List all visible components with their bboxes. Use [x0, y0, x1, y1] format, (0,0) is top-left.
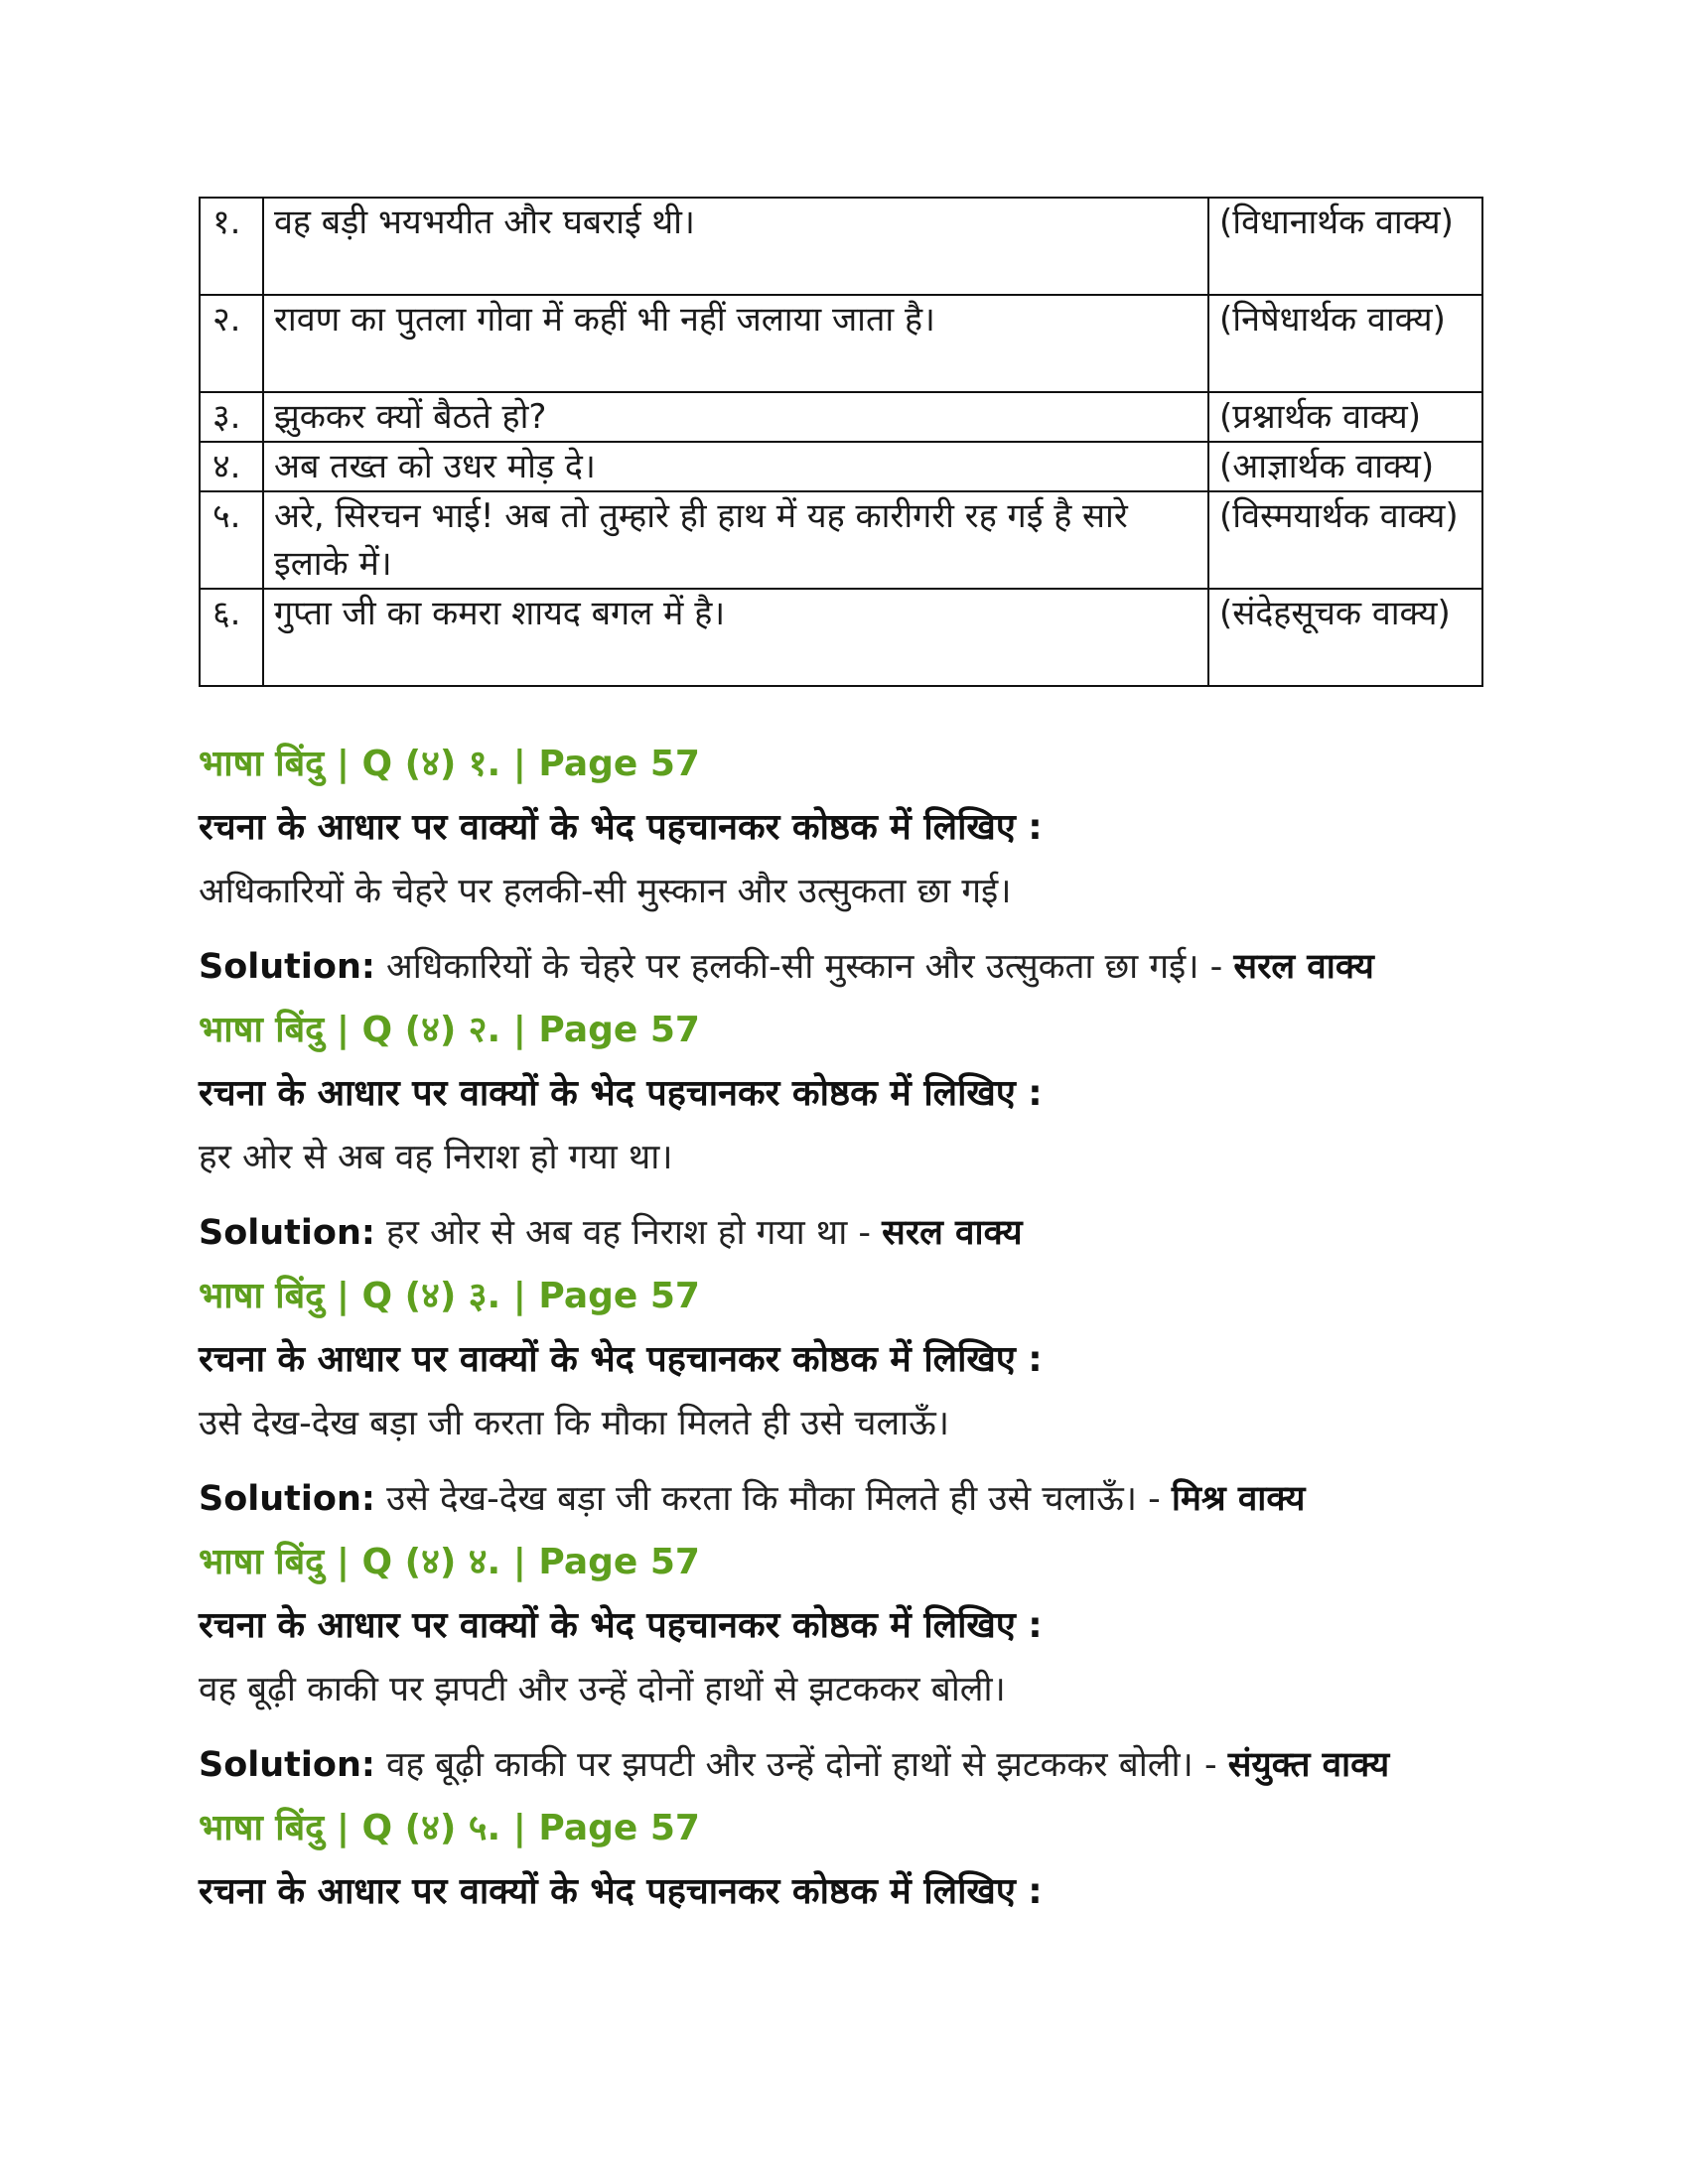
solution-answer: संयुक्त वाक्य — [1227, 1745, 1390, 1785]
solution-text: हर ओर से अब वह निराश हो गया था - — [386, 1213, 872, 1253]
question-block — [199, 1804, 1489, 1917]
row-sentence: अरे, सिरचन भाई! अब तो तुम्हारे ही हाथ में यह कारीगरी रह गई है सारे इलाके में। — [263, 491, 1208, 589]
row-sentence-type: (प्रश्नार्थक वाक्य) — [1208, 392, 1482, 442]
question-prompt: रचना के आधार पर वाक्यों के भेद पहचानकर कोष्ठक में लिखिए : — [199, 1073, 1043, 1114]
row-number: ५. — [200, 491, 263, 589]
row-sentence: रावण का पुतला गोवा में कहीं भी नहीं जलाया जाता है। — [263, 295, 1208, 392]
row-number: २. — [200, 295, 263, 392]
question-prompt: रचना के आधार पर वाक्यों के भेद पहचानकर कोष्ठक में लिखिए : — [199, 1871, 1043, 1912]
solution-label: Solution: — [199, 1479, 375, 1519]
solution-text: उसे देख-देख बड़ा जी करता कि मौका मिलते ही उसे चलाऊँ। - — [386, 1479, 1161, 1519]
row-number: ६. — [200, 589, 263, 686]
solution-line — [199, 942, 1489, 992]
question-prompt: रचना के आधार पर वाक्यों के भेद पहचानकर कोष्ठक में लिखिए : — [199, 1339, 1043, 1380]
row-number: ४. — [200, 442, 263, 491]
row-sentence-type: (निषेधार्थक वाक्य) — [1208, 295, 1482, 392]
question-block — [199, 1272, 1489, 1524]
question-heading-link[interactable]: भाषा बिंदु | Q (४) ३. | Page 57 — [199, 1276, 700, 1316]
solution-text: अधिकारियों के चेहरे पर हलकी-सी मुस्कान और उत्सुकता छा गई। - — [386, 947, 1223, 987]
question-heading-link[interactable]: भाषा बिंदु | Q (४) ५. | Page 57 — [199, 1808, 700, 1848]
table-row — [200, 442, 1482, 491]
row-number: ३. — [200, 392, 263, 442]
table-row — [200, 392, 1482, 442]
question-heading-link[interactable]: भाषा बिंदु | Q (४) ४. | Page 57 — [199, 1542, 700, 1582]
question-statement: हर ओर से अब वह निराश हो गया था। — [199, 1138, 673, 1177]
solution-label: Solution: — [199, 1745, 375, 1785]
row-sentence: वह बड़ी भयभयीत और घबराई थी। — [263, 198, 1208, 295]
table-row — [200, 491, 1482, 589]
question-prompt: रचना के आधार पर वाक्यों के भेद पहचानकर कोष्ठक में लिखिए : — [199, 807, 1043, 848]
row-number: १. — [200, 198, 263, 295]
question-heading-link[interactable]: भाषा बिंदु | Q (४) १. | Page 57 — [199, 744, 700, 784]
solution-line — [199, 1474, 1489, 1524]
question-statement: वह बूढ़ी काकी पर झपटी और उन्हें दोनों हाथों से झटककर बोली। — [199, 1670, 1006, 1709]
table-row — [200, 295, 1482, 392]
row-sentence-type: (आज्ञार्थक वाक्य) — [1208, 442, 1482, 491]
solution-label: Solution: — [199, 1213, 375, 1253]
question-statement: उसे देख-देख बड़ा जी करता कि मौका मिलते ही उसे चलाऊँ। — [199, 1404, 949, 1443]
row-sentence: अब तख्त को उधर मोड़ दे। — [263, 442, 1208, 491]
solution-answer: सरल वाक्य — [1233, 947, 1374, 987]
row-sentence: झुककर क्यों बैठते हो? — [263, 392, 1208, 442]
question-heading-link[interactable]: भाषा बिंदु | Q (४) २. | Page 57 — [199, 1010, 700, 1050]
table-row — [200, 589, 1482, 686]
question-block — [199, 1006, 1489, 1258]
solution-line — [199, 1208, 1489, 1258]
row-sentence-type: (विधानार्थक वाक्य) — [1208, 198, 1482, 295]
question-block — [199, 740, 1489, 992]
question-block — [199, 1538, 1489, 1790]
table-row — [200, 198, 1482, 295]
solution-text: वह बूढ़ी काकी पर झपटी और उन्हें दोनों हाथों से झटककर बोली। - — [386, 1745, 1217, 1785]
solution-answer: मिश्र वाक्य — [1171, 1479, 1306, 1519]
row-sentence-type: (संदेहसूचक वाक्य) — [1208, 589, 1482, 686]
sentence-type-table — [199, 197, 1483, 687]
row-sentence-type: (विस्मयार्थक वाक्य) — [1208, 491, 1482, 589]
question-statement: अधिकारियों के चेहरे पर हलकी-सी मुस्कान और उत्सुकता छा गई। — [199, 872, 1012, 911]
row-sentence: गुप्ता जी का कमरा शायद बगल में है। — [263, 589, 1208, 686]
question-prompt: रचना के आधार पर वाक्यों के भेद पहचानकर कोष्ठक में लिखिए : — [199, 1605, 1043, 1646]
solution-label: Solution: — [199, 947, 375, 987]
solution-answer: सरल वाक्य — [882, 1213, 1023, 1253]
solution-line — [199, 1740, 1489, 1790]
